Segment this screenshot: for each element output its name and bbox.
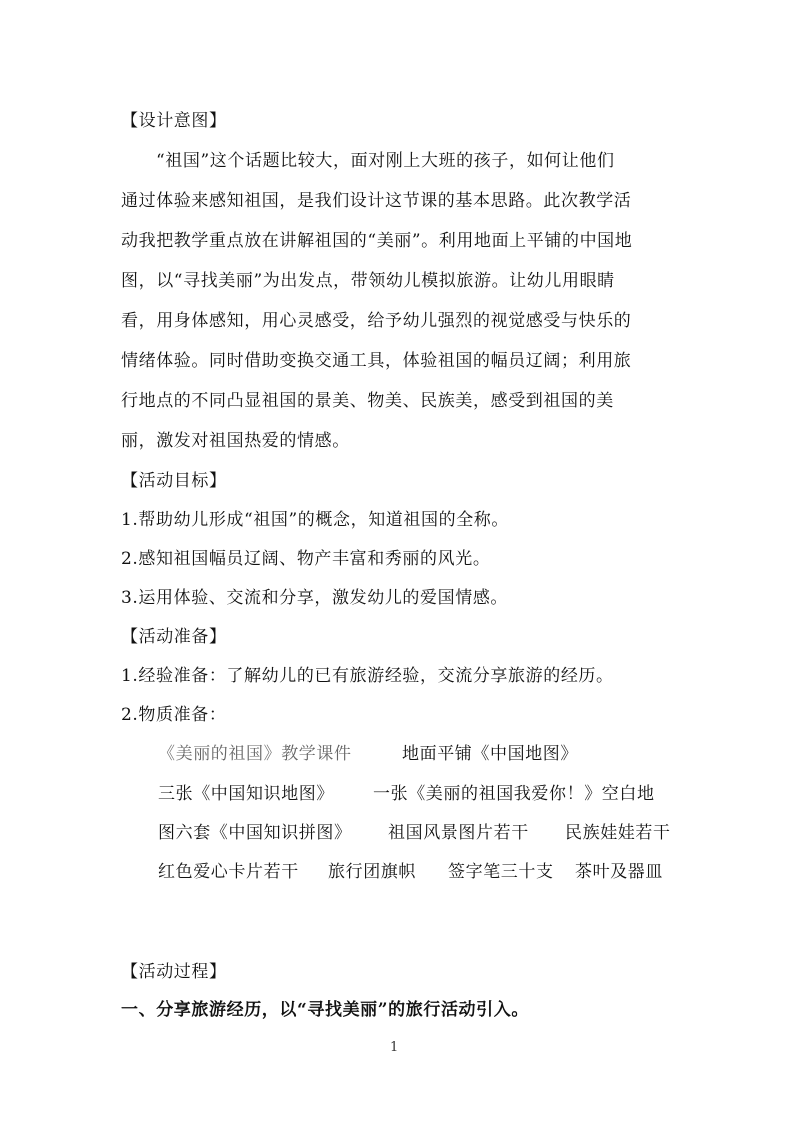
paragraph-line: 情绪体验。同时借助变换交通工具，体验祖国的幅员辽阔；利用旅 xyxy=(121,351,632,371)
preparation-item: 1.经验准备：了解幼儿的已有旅游经验，交流分享旅游的经历。 xyxy=(121,666,614,686)
material-courseware: 《美丽的祖国》教学课件 xyxy=(158,744,352,764)
goal-item: 3.运用体验、交流和分享，激发幼儿的爱国情感。 xyxy=(121,588,509,608)
goal-item: 1.帮助幼儿形成“祖国”的概念，知道祖国的全称。 xyxy=(121,510,510,530)
material-floor-map: 地面平铺《中国地图》 xyxy=(402,744,578,764)
paragraph-line: 行地点的不同凸显祖国的景美、物美、民族美，感受到祖国的美 xyxy=(121,391,614,411)
paragraph-line: “祖国”这个话题比较大，面对刚上大班的孩子，如何让他们 xyxy=(156,151,615,171)
paragraph-line: 通过体验来感知祖国，是我们设计这节课的基本思路。此次教学活 xyxy=(121,191,632,211)
heading-design-intent: 【设计意图】 xyxy=(121,111,227,131)
paragraph-line: 丽，激发对祖国热爱的情感。 xyxy=(121,431,350,451)
material-tea-set: 茶叶及器皿 xyxy=(575,862,663,882)
heading-process: 【活动过程】 xyxy=(121,962,227,982)
paragraph-line: 图，以“寻找美丽”为出发点，带领幼儿模拟旅游。让幼儿用眼睛 xyxy=(121,271,615,291)
material-blank-map: 一张《美丽的祖国我爱你！》空白地 xyxy=(373,784,655,804)
paragraph-line: 看，用身体感知，用心灵感受，给予幼儿强烈的视觉感受与快乐的 xyxy=(121,311,632,331)
goal-item: 2.感知祖国幅员辽阔、物产丰富和秀丽的风光。 xyxy=(121,549,491,569)
process-step-1: 一、分享旅游经历，以“寻找美丽”的旅行活动引入。 xyxy=(121,1000,529,1020)
material-knowledge-maps: 三张《中国知识地图》 xyxy=(158,784,334,804)
heading-preparation: 【活动准备】 xyxy=(121,627,227,647)
page-number: 1 xyxy=(390,1040,399,1055)
preparation-item: 2.物质准备： xyxy=(121,705,227,725)
material-heart-cards: 红色爱心卡片若干 xyxy=(158,862,299,882)
material-pens: 签字笔三十支 xyxy=(448,862,554,882)
heading-goals: 【活动目标】 xyxy=(121,471,227,491)
material-puzzles: 图六套《中国知识拼图》 xyxy=(158,823,352,843)
material-scenery-pictures: 祖国风景图片若干 xyxy=(388,823,529,843)
paragraph-line: 动我把教学重点放在讲解祖国的“美丽”。利用地面上平铺的中国地 xyxy=(121,231,633,251)
material-tour-flag: 旅行团旗帜 xyxy=(328,862,416,882)
material-ethnic-dolls: 民族娃娃若干 xyxy=(565,823,671,843)
